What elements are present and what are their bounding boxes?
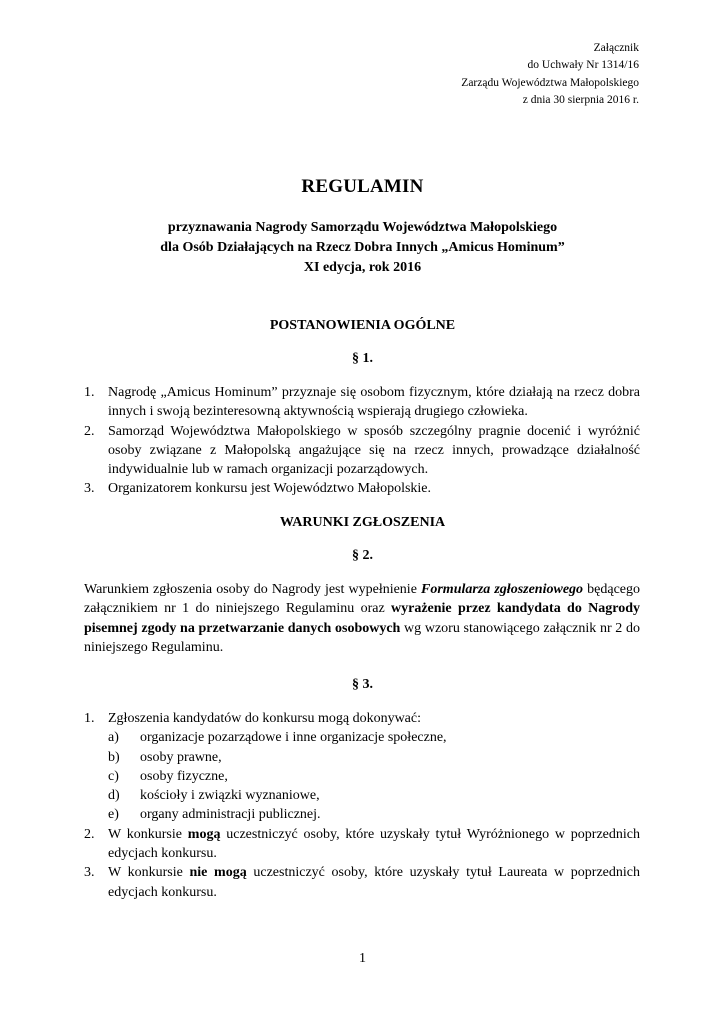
sub-list xyxy=(108,728,640,824)
sub-list-item xyxy=(108,728,640,747)
item-letter: e) xyxy=(108,807,119,823)
item-text: organy administracji publicznej. xyxy=(140,807,321,823)
list-item xyxy=(84,825,640,864)
annex-line: do Uchwały Nr 1314/16 xyxy=(527,59,639,72)
item-text: osoby fizyczne, xyxy=(140,768,228,784)
annex-line: Załącznik xyxy=(593,42,639,54)
sub-list-item xyxy=(108,786,640,805)
section-heading-general: POSTANOWIENIA OGÓLNE xyxy=(269,318,456,333)
item-letter: b) xyxy=(108,749,120,765)
text-run: uczestniczyć osoby, które uzyskały tytuł Laureata w poprzednich edycjach konkursu. xyxy=(108,865,640,900)
text-run: uczestniczyć osoby, które uzyskały tytuł Wyróżnionego w poprzednich edycjach konkursu. xyxy=(108,826,640,862)
text-run: wg wzoru stanowiącego załącznik nr 2 do niniejszego Regulaminu. xyxy=(84,620,640,655)
paragraph-mark-2: § 2. xyxy=(352,548,373,563)
item-number: 3. xyxy=(84,865,95,881)
subtitle-line: dla Osób Działających na Rzecz Dobra Innych „Amicus Hominum” xyxy=(160,240,565,255)
list-item xyxy=(84,479,640,498)
emphasis: mogą xyxy=(187,826,221,842)
item-number: 2. xyxy=(84,423,95,439)
list-item xyxy=(84,383,640,422)
text-run: Warunkiem zgłoszenia osoby do Nagrody jest wypełnienie xyxy=(84,582,422,597)
item-number: 3. xyxy=(84,481,95,497)
item-number: 1. xyxy=(84,385,95,400)
sub-list-item xyxy=(108,767,640,786)
item-text: Organizatorem konkursu jest Województwo Małopolskie. xyxy=(108,481,432,497)
form-name: Formularza zgłoszeniowego xyxy=(421,582,584,597)
document-subtitle xyxy=(0,218,725,278)
item-text: kościoły i związki wyznaniowe, xyxy=(140,788,320,804)
item-text: Zgłoszenia kandydatów do konkursu mogą dokonywać: xyxy=(108,711,421,726)
item-letter: a) xyxy=(108,730,119,746)
list-item xyxy=(84,422,640,480)
sub-list-item xyxy=(108,805,640,824)
page-number: 1 xyxy=(359,951,366,966)
consent-requirement: wyrażenie przez kandydata do Nagrody pisemnej zgody na przetwarzanie danych osobowych xyxy=(84,601,640,636)
text-run: W konkursie xyxy=(108,826,188,842)
subtitle-line: przyznawania Nagrody Samorządu Województwa Małopolskiego xyxy=(167,220,558,235)
list-item xyxy=(84,863,640,902)
section3-body xyxy=(84,709,640,902)
text-run: W konkursie xyxy=(108,865,190,881)
annex-line: z dnia 30 sierpnia 2016 r. xyxy=(522,93,639,106)
emphasis: nie mogą xyxy=(189,865,247,881)
item-text: organizacje pozarządowe i inne organizacje społeczne, xyxy=(140,730,447,746)
paragraph-mark-1: § 1. xyxy=(352,351,373,366)
item-number: 1. xyxy=(84,711,95,726)
paragraph-mark-3: § 3. xyxy=(352,677,373,692)
item-text: Nagrodę „Amicus Hominum” przyznaje się osobom fizycznym, które działają na rzecz dobra innych i swoją bezinteresowną aktywnością wspierają drugiego człowieka. xyxy=(108,385,640,420)
document-title: REGULAMIN xyxy=(301,176,424,197)
item-number: 2. xyxy=(84,826,95,842)
paragraph-text xyxy=(84,580,640,657)
section1-body xyxy=(84,383,640,499)
annex-line: Zarządu Województwa Małopolskiego xyxy=(461,76,639,89)
item-letter: d) xyxy=(108,788,120,804)
annex-note xyxy=(461,40,639,109)
list-item xyxy=(84,709,640,825)
item-letter: c) xyxy=(108,768,119,784)
item-text: osoby prawne, xyxy=(140,749,222,765)
text-run: będącego załącznikiem nr 1 do niniejszego Regulaminu oraz xyxy=(84,582,640,617)
section-heading-conditions: WARUNKI ZGŁOSZENIA xyxy=(279,515,446,530)
sub-list-item xyxy=(108,748,640,767)
subtitle-line: XI edycja, rok 2016 xyxy=(303,260,422,275)
item-text: Samorząd Województwa Małopolskiego w sposób szczególny pragnie docenić i wyróżnić osoby związane z Małopolską angażujące się na rzecz innych, prowadzące działalność indywidualnie lub w ramach organizacji pozarządowych. xyxy=(108,423,640,478)
section2-body xyxy=(84,580,640,657)
